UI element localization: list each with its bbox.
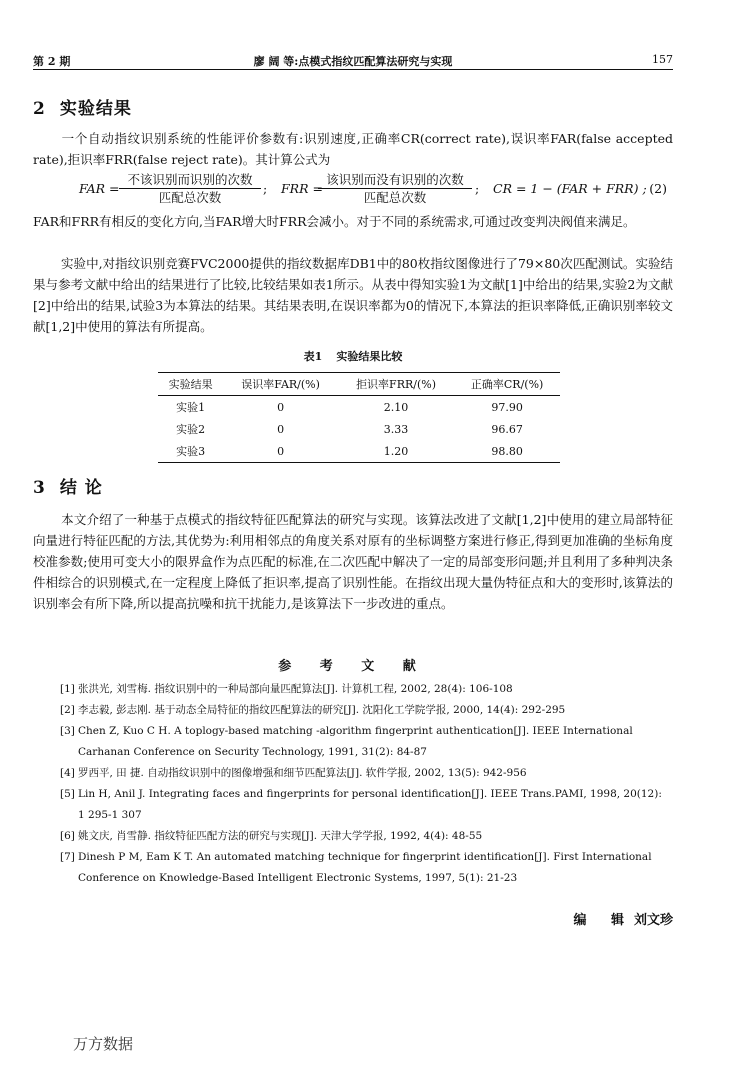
table-cell: 实验2 [176, 423, 206, 436]
equation-2 [33, 171, 673, 207]
table-cell: 1.20 [338, 440, 454, 463]
running-header [33, 53, 673, 69]
section-2-paragraph-2: FAR和FRR有相反的变化方向,当FAR增大时FRR会减小。对于不同的系统需求,可通过改变判决阀值来满足。 [33, 214, 636, 229]
far-numerator: 不该识别而识别的次数 [119, 171, 261, 189]
section-2-paragraph-1: 一个自动指纹识别系统的性能评价参数有:识别速度,正确率CR(correct rate),误识率FAR(false accepted rate),拒识率FRR(false reject rate)。其计算公式为 [33, 131, 673, 167]
frr-numerator: 该识别而没有识别的次数 [318, 171, 472, 189]
separator: ; [263, 181, 268, 196]
table-row [158, 440, 560, 463]
section-title: 实验结果 [59, 99, 132, 119]
references-heading: 参 考 文 献 [278, 659, 428, 674]
watermark-text: 万方数据 [73, 1035, 134, 1053]
table-cell: 3.33 [383, 422, 409, 436]
table-header-row [158, 373, 560, 396]
table-cell: 96.67 [491, 422, 523, 436]
reference-item: [6] 姚文庆, 肖雪静. 指纹特征匹配方法的研究与实现[J]. 天津大学学报, 1992, 4(4): 48-55 [60, 830, 483, 842]
table-caption [33, 348, 673, 364]
reference-item: [1] 张洪光, 刘雪梅. 指纹识别中的一种局部向量匹配算法[J]. 计算机工程, 2002, 28(4): 106-108 [60, 683, 513, 695]
col-header: 误识率FAR/(%) [223, 373, 338, 396]
table-cell: 实验3 [158, 440, 223, 463]
header-rule [33, 69, 673, 70]
section-number: 2 [33, 99, 46, 119]
section-title: 结 论 [59, 478, 103, 498]
table-cell: 97.90 [491, 400, 523, 414]
reference-item: [5] Lin H, Anil J. Integrating faces and fingerprints for personal identification[J]. IEEE Trans.PAMI, 1998, 20(12): 1 295-1 307 [60, 788, 662, 821]
table-cell: 2.10 [383, 400, 409, 414]
frr-lhs: FRR = [281, 181, 323, 196]
table-row [158, 396, 560, 419]
table-row [158, 418, 560, 440]
far-denominator: 匹配总次数 [158, 190, 222, 205]
table-cell: 98.80 [454, 440, 560, 463]
page-number: 157 [652, 53, 673, 66]
issue-label: 第 2 期 [33, 55, 71, 68]
col-header: 正确率CR/(%) [454, 373, 560, 396]
editor-label: 编 辑 [573, 913, 634, 928]
section-2-paragraph-3: 实验中,对指纹识别竞赛FVC2000提供的指纹数据库DB1中的80枚指纹图像进行了79×80次匹配测试。实验结果与参考文献中给出的结果进行了比较,比较结果如表1所示。从表中得知实验1为文献[1]中给出的结果,实验2为文献[2]中给出的结果,试验3为本算法的结果。其结果表明,在误识率都为0的情况下,本算法的拒识率降低,正确识别率较文献[1,2]中使用的算法有所提高。 [33, 256, 673, 334]
far-lhs: FAR = [79, 181, 120, 196]
far-fraction [119, 171, 261, 206]
equation-number: (2) [649, 181, 667, 196]
section-3-paragraph-1: 本文介绍了一种基于点模式的指纹特征匹配算法的研究与实现。该算法改进了文献[1,2]中使用的建立局部特征向量进行特征匹配的方法,其优势为:利用相邻点的角度关系对原有的坐标调整方案进行修正,得到更加准确的坐标角度校准参数;使用可变大小的限界盒作为点匹配的标准,在二次匹配中解决了一定的局部变形问题;并且利用了多种判决条件相综合的识别模式,在一定程度上降低了拒识率,提高了识别性能。在指纹出现大量伪特征点和大的变形时,该算法的识别率会有所下降,所以提高抗噪和抗干扰能力,是该算法下一步改进的重点。 [33, 512, 673, 611]
table-label: 表1 [303, 350, 323, 363]
header-title: 廖 阔 等:点模式指纹匹配算法研究与实现 [253, 55, 453, 68]
reference-item: [2] 李志毅, 彭志刚. 基于动态全局特征的指纹匹配算法的研究[J]. 沈阳化工学院学报, 2000, 14(4): 292-295 [60, 704, 566, 716]
table-cell: 0 [223, 440, 338, 463]
reference-list [60, 679, 670, 889]
section-3-heading [33, 473, 103, 498]
table-caption-text: 实验结果比较 [336, 350, 403, 363]
editor-name: 刘文珍 [633, 913, 673, 928]
reference-item: [7] Dinesh P M, Eam K T. An automated matching technique for fingerprint identification[J]. First International Conference on Knowledge-Based Intelligent Electronic Systems, 1997, 5(1): 21-23 [60, 851, 652, 884]
table-cell: 0 [277, 422, 285, 436]
table-cell: 实验1 [176, 401, 206, 414]
results-table [158, 372, 560, 463]
separator: ; [475, 181, 480, 196]
frr-denominator: 匹配总次数 [363, 190, 427, 205]
col-header: 拒识率FRR/(%) [338, 373, 454, 396]
cr-formula: CR = 1 − (FAR + FRR) ; [493, 181, 647, 196]
table-cell: 0 [277, 400, 285, 414]
frr-fraction [318, 171, 472, 206]
reference-item: [4] 罗西平, 田 捷. 自动指纹识别中的图像增强和细节匹配算法[J]. 软件学报, 2002, 13(5): 942-956 [60, 767, 527, 779]
section-number: 3 [33, 478, 46, 498]
reference-item: [3] Chen Z, Kuo C H. A toplogy-based matching -algorithm fingerprint authentication[J]. IEEE International Carhanan Conference on Security Technology, 1991, 31(2): 84-87 [60, 725, 633, 758]
section-2-heading [33, 94, 132, 119]
editor-credit [573, 909, 673, 928]
col-header: 实验结果 [158, 373, 223, 396]
